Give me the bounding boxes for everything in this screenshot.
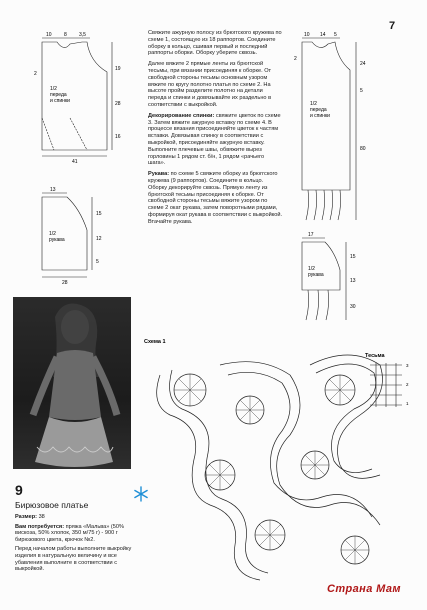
sleeve-bottom-dim: 28 bbox=[62, 280, 68, 286]
sleeve-label-2: рукава bbox=[49, 237, 65, 243]
instructions-p2: Далее вяжите 2 прямые ленты из брюггской тесьмы, при вязании присоединяя к оборке. От свободной стороны тесьмы основным узором вяжите по кругу полотно платья по схеме 2. На высоте пройм разделите полотно на детали переда и спинки и довязывайте их раздельно в соответствии с выкройкой. bbox=[148, 61, 272, 108]
size-value: 38 bbox=[37, 514, 45, 520]
article-details bbox=[15, 514, 135, 576]
materials-value: пряжа «Мальва» (50% вискоза, 50% хлопок, 350 м/75 г) - 900 г бирюзового цвета, крючок №2. bbox=[15, 523, 124, 543]
model-photo bbox=[13, 297, 131, 469]
right-dim-top-2: 14 bbox=[320, 32, 326, 38]
right-dress-diagram bbox=[290, 30, 410, 230]
materials-label: Вам потребуется: bbox=[15, 523, 65, 530]
right-dim-side-2: 5 bbox=[360, 88, 363, 94]
piece-label-3: и спинки bbox=[50, 98, 70, 104]
right-dim-left: 2 bbox=[294, 56, 297, 62]
dim-top-1: 10 bbox=[46, 32, 52, 38]
right-dim-side-3: 80 bbox=[360, 146, 366, 152]
right-dim-top-3: 5 bbox=[334, 32, 337, 38]
dim-right-3: 16 bbox=[115, 134, 121, 140]
right-piece-label-2: переда bbox=[310, 107, 327, 113]
model-figure-icon bbox=[13, 297, 131, 469]
instructions-p4: по схеме 5 свяжите оборку из брюггского кружева (9 раппортов). Соедините в кольцо. Оборку декорируйте сквозь. Прямую ленту из брюггской тесьмы присоединяя к оборке. От свободной стороны тесьмы вяжите узором по схеме 2 окат рукава, затем поворотными рядами, формируя окат рукава в соответствии с выкройкой. Втачайте рукава. bbox=[148, 171, 282, 225]
sleeve-top-dim: 13 bbox=[50, 187, 56, 193]
tape-label: Тесьма bbox=[365, 353, 385, 359]
dim-right-1: 19 bbox=[115, 66, 121, 72]
instructions-column bbox=[148, 30, 282, 230]
sleeve-right-dim-1: 15 bbox=[96, 211, 102, 217]
right-piece-label-3: и спинки bbox=[310, 113, 330, 119]
size-label: Размер: bbox=[15, 514, 38, 520]
scheme-title: Схема 1 bbox=[144, 339, 166, 345]
dress-pattern-diagram bbox=[12, 30, 142, 180]
right-dim-side-1: 24 bbox=[360, 61, 366, 67]
right-sleeve-label-1: 1/2 bbox=[308, 266, 315, 272]
dim-top-2: 8 bbox=[64, 32, 67, 38]
right-sleeve-side-2: 13 bbox=[350, 278, 356, 284]
sleeve-right-dim-3: 5 bbox=[96, 259, 99, 265]
right-dim-top-1: 10 bbox=[304, 32, 310, 38]
dim-bottom: 41 bbox=[72, 159, 78, 165]
sleeve-label-1: 1/2 bbox=[49, 231, 56, 237]
instructions-p4-title: Рукава: bbox=[148, 171, 170, 178]
right-sleeve-label-2: рукава bbox=[308, 272, 324, 278]
tape-mark-3: 1 bbox=[406, 401, 409, 406]
sleeve-pattern-diagram bbox=[12, 185, 142, 295]
instructions-p3-title: Декорирование спинки: bbox=[148, 112, 215, 119]
instructions-p1: Свяжите ажурную полосу из брюггского кружева по схеме 1, состоящую из 18 раппортов. Соедините оборку в кольцо, сшивая первый и последний раппорты оборки. Оборку уберите сквозь. bbox=[148, 30, 282, 57]
dim-left: 2 bbox=[34, 71, 37, 77]
piece-label-2: переда bbox=[50, 92, 67, 98]
tape-mark-2: 2 bbox=[406, 382, 409, 387]
dim-top-3: 3,5 bbox=[79, 32, 86, 38]
dim-right-2: 28 bbox=[115, 101, 121, 107]
instructions-p3: свяжите цветок по схеме 3. Затем вяжите ажурную вставку по схеме 4. В процессе вязания присоединяйте цветок к частям вставки. Довязывая спинку в соответствии с выкройкой, присоединяйте ажурную вставку. Выполните плечевые швы, обвяжите вырез горловины 1 рядом ст. б/н, 1 рядом «рачьего шага». bbox=[148, 112, 281, 167]
sleeve-right-dim-2: 12 bbox=[96, 236, 102, 242]
right-sleeve-top-dim: 17 bbox=[308, 232, 314, 238]
article-number: 9 bbox=[15, 482, 23, 498]
crochet-scheme bbox=[140, 335, 420, 595]
tape-mark-1: 3 bbox=[406, 363, 409, 368]
piece-label-1: 1/2 bbox=[50, 86, 57, 92]
right-sleeve-side-1: 15 bbox=[350, 254, 356, 260]
page-number: 7 bbox=[389, 20, 396, 32]
right-piece-label-1: 1/2 bbox=[310, 101, 317, 107]
watermark: Страна Мам bbox=[327, 583, 401, 595]
right-sleeve-side-3: 30 bbox=[350, 304, 356, 310]
article-title: Бирюзовое платье bbox=[15, 500, 89, 510]
article-intro: Перед началом работы выполните выкройку изделия в натуральную величину и все убавления выполните в соответствии с выкройкой. bbox=[15, 546, 132, 573]
right-sleeve-diagram bbox=[290, 230, 410, 330]
